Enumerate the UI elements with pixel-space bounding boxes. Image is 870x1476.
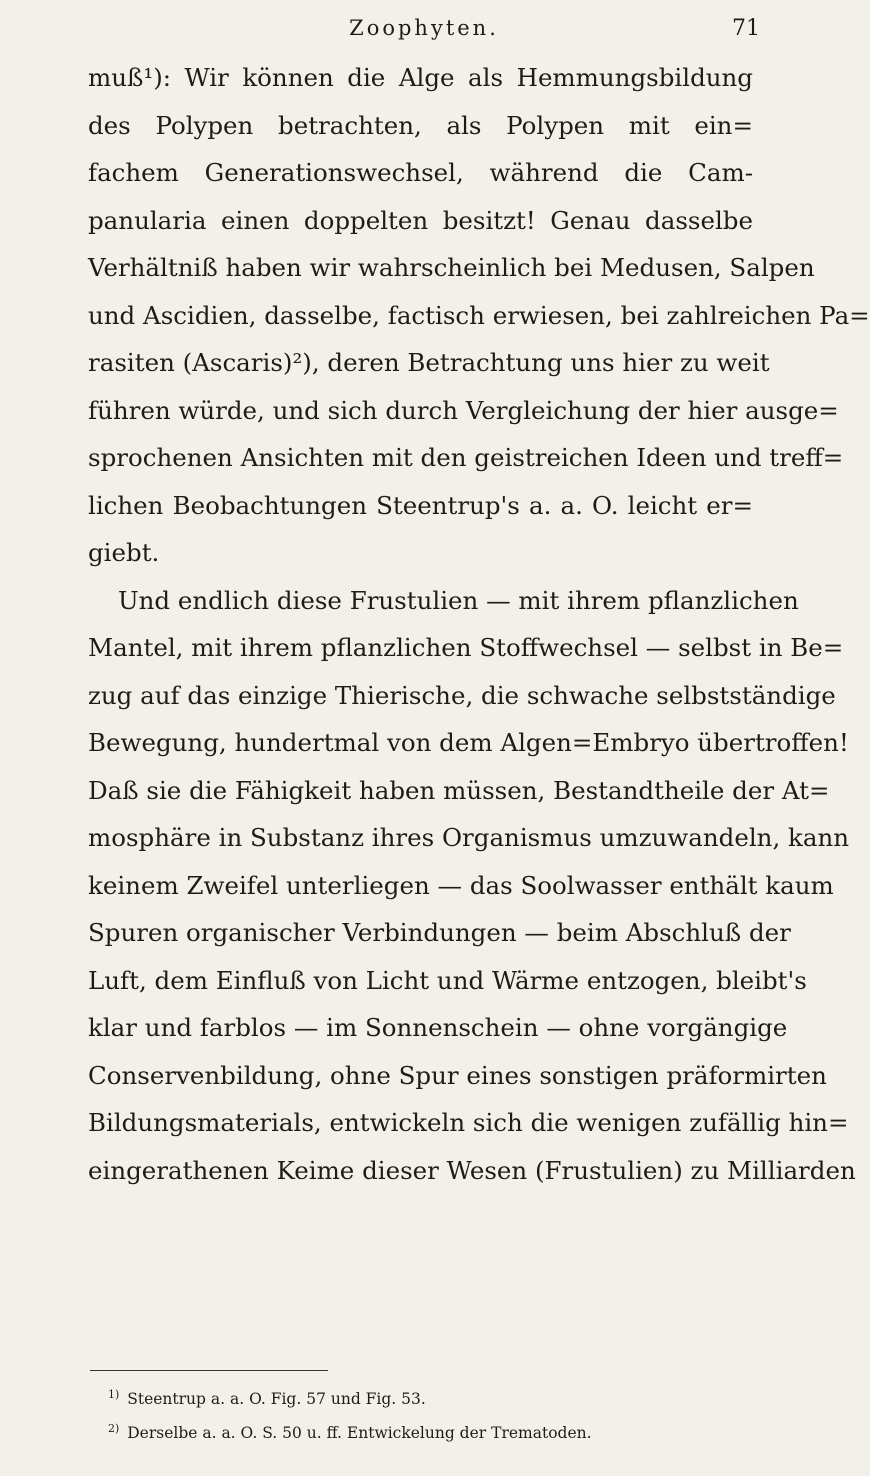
text-line: Spuren organischer Verbindungen — beim Abschluß der (88, 918, 791, 947)
footnote-text: Steentrup a. a. O. Fig. 57 und Fig. 53. (127, 1390, 426, 1409)
text-line: lichen Beobachtungen Steentrup's a. a. O. leicht er= (88, 490, 753, 520)
footnote-divider (90, 1370, 328, 1371)
footnotes (90, 1380, 750, 1448)
page-number: 71 (732, 16, 760, 41)
text-line: muß¹): Wir können die Alge als Hemmungsbildung (88, 63, 753, 92)
text-line: Bewegung, hundertmal von dem Algen=Embryo übertroffen! (88, 728, 849, 757)
text-line: des Polypen betrachten, als Polypen mit ein= (88, 110, 753, 140)
footnote (90, 1380, 750, 1414)
body-text (88, 54, 870, 1194)
page-header (88, 4, 760, 44)
text-line: rasiten (Ascaris)²), deren Betrachtung uns hier zu weit (88, 348, 770, 377)
text-line: Bildungsmaterials, entwickeln sich die wenigen zufällig hin= (88, 1108, 849, 1137)
text-line: Und endlich diese Frustulien — mit ihrem pflanzlichen (118, 585, 799, 615)
text-line: eingerathenen Keime dieser Wesen (Frustulien) zu Milliarden (88, 1155, 856, 1185)
text-line: Mantel, mit ihrem pflanzlichen Stoffwechsel — selbst in Be= (88, 633, 844, 662)
text-line: Daß sie die Fähigkeit haben müssen, Bestandtheile der At= (88, 775, 830, 805)
text-line: keinem Zweifel unterliegen — das Soolwasser enthält kaum (88, 870, 834, 900)
text-line: mosphäre in Substanz ihres Organismus umzuwandeln, kann (88, 823, 850, 852)
text-line: sprochenen Ansichten mit den geistreichen Ideen und treff= (88, 443, 844, 472)
footnote (90, 1414, 750, 1448)
text-line: fachem Generationswechsel, während die Cam- (88, 158, 753, 187)
footnote-mark: 2) (108, 1422, 120, 1436)
footnote-text: Derselbe a. a. O. S. 50 u. ff. Entwickelung der Trematoden. (127, 1424, 592, 1443)
text-line: Verhältniß haben wir wahrscheinlich bei Medusen, Salpen (88, 253, 815, 282)
running-head: Zoophyten. (349, 16, 499, 40)
text-line: panularia einen doppelten besitzt! Genau dasselbe (88, 205, 753, 235)
text-line: klar und farblos — im Sonnenschein — ohne vorgängige (88, 1013, 788, 1042)
footnote-mark: 1) (108, 1388, 120, 1401)
text-line: zug auf das einzige Thierische, die schwache selbstständige (88, 680, 836, 710)
text-line: Luft, dem Einfluß von Licht und Wärme entzogen, bleibt's (88, 965, 807, 995)
text-line: und Ascidien, dasselbe, factisch erwiesen, bei zahlreichen Pa= (88, 300, 870, 330)
text-line: giebt. (88, 538, 160, 567)
text-line: führen würde, und sich durch Vergleichung der hier ausge= (88, 395, 839, 425)
text-line: Conservenbildung, ohne Spur eines sonstigen präformirten (88, 1060, 827, 1090)
